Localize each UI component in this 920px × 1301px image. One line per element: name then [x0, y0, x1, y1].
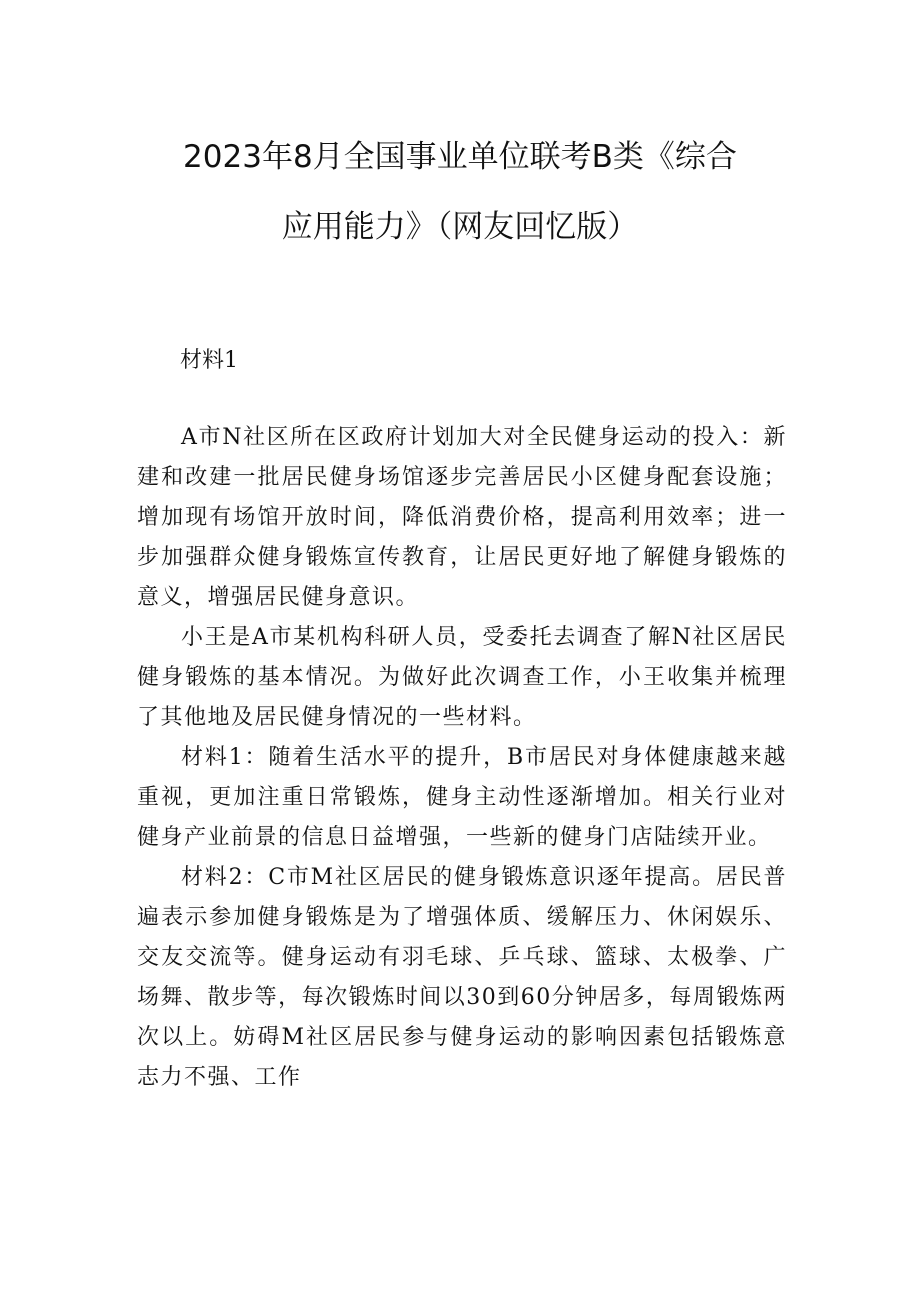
paragraph-2: 小王是A市某机构科研人员，受委托去调查了解N社区居民健身锻炼的基本情况。为做好此次调查工作，小王收集并梳理了其他地及居民健身情况的一些材料。 [137, 625, 787, 730]
paragraph-4: 材料2：C市M社区居民的健身锻炼意识逐年提高。居民普遍表示参加健身锻炼是为了增强体质、缓解压力、休闲娱乐、交友交流等。健身运动有羽毛球、乒乓球、篮球、太极拳、广场舞、散步等，每次锻炼时间以30到60分钟居多，每周锻炼两次以上。妨碍M社区居民参与健身运动的影响因素包括锻炼意志力不强、工作 [137, 865, 787, 1090]
document-body [137, 418, 787, 1098]
document-title-line-2: 应用能力》（网友回忆版） [281, 209, 639, 245]
paragraph-3: 材料1：随着生活水平的提升，B市居民对身体健康越来越重视，更加注重日常锻炼，健身主动性逐渐增加。相关行业对健身产业前景的信息日益增强，一些新的健身门店陆续开业。 [137, 745, 787, 850]
section-heading: 材料1 [180, 348, 238, 373]
document-title-line-1: 2023年8月全国事业单位联考B类《综合 [183, 139, 737, 175]
paragraph-1: A市N社区所在区政府计划加大对全民健身运动的投入：新建和改建一批居民健身场馆逐步完善居民小区健身配套设施；增加现有场馆开放时间，降低消费价格，提高利用效率；进一步加强群众健身锻炼宣传教育，让居民更好地了解健身锻炼的意义，增强居民健身意识。 [137, 425, 787, 610]
